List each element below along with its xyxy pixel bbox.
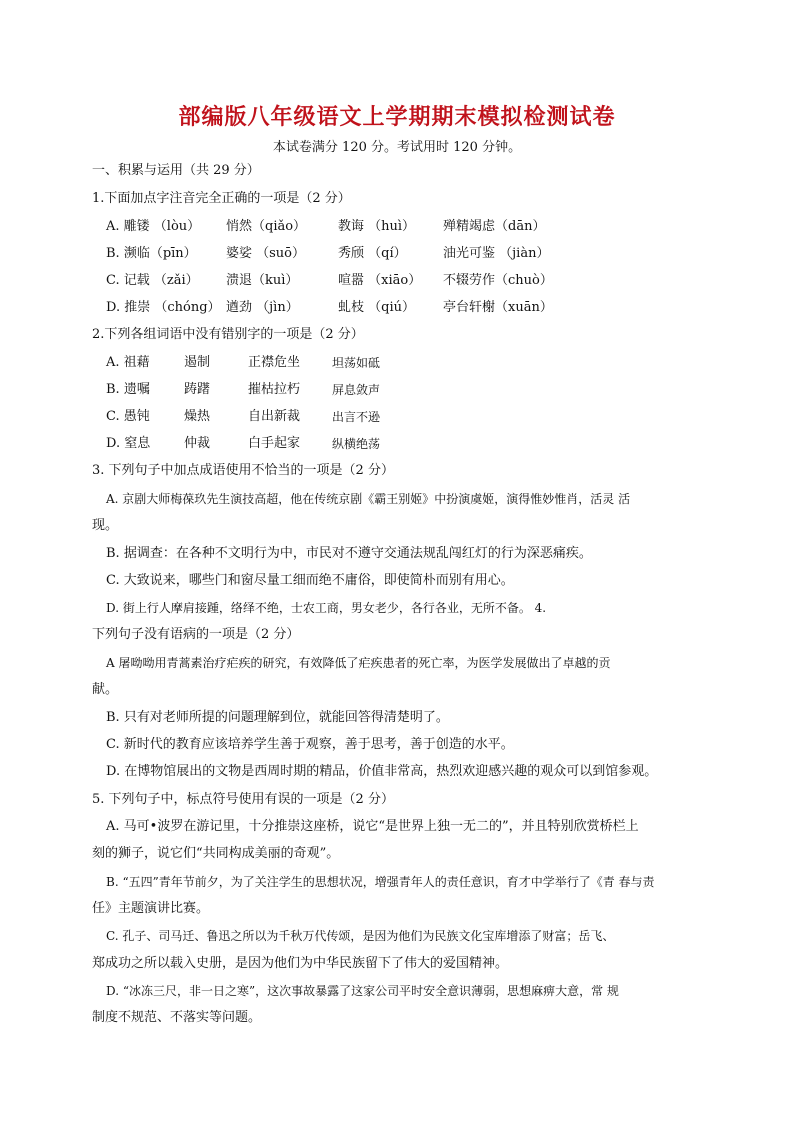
option-word: 不辍劳作（chuò）: [443, 273, 553, 288]
option-word: 遒劲 （jìn）: [226, 300, 299, 315]
option-word: 自出新裁: [248, 409, 301, 424]
option-word: 婆娑 （suō）: [226, 246, 306, 261]
question-5-option-b-cont: 任》主题演讲比赛。: [92, 901, 210, 916]
option-word: 遏制: [184, 355, 211, 370]
question-5-option-c-cont: 郑成功之所以载入史册，是因为他们为中华民族留下了伟大的爱国精神。: [92, 956, 509, 971]
exam-title: 部编版八年级语文上学期期末模拟检测试卷: [178, 105, 616, 130]
option-word: 出言不逊: [332, 410, 381, 424]
option-word: 喧嚣 （xiāo）: [338, 273, 422, 288]
option-word: 溃退（kuì）: [226, 273, 299, 288]
question-3-option-d: D. 街上行人摩肩接踵，络绎不绝，士农工商，男女老少，各行各业，无所不备。 4.: [106, 601, 547, 615]
question-3-option-a: A. 京剧大师梅葆玖先生演技高超，他在传统京剧《霸王别姬》中扮演虞姬，演得惟妙惟肖，活灵 活: [106, 492, 631, 506]
option-word: 教诲 （huì）: [338, 219, 416, 234]
option-word: 悄然（qiǎo）: [226, 219, 307, 234]
question-5-option-d-cont: 制度不规范、不落实等问题。: [92, 1010, 262, 1025]
option-word: 虬枝 （qiú）: [338, 300, 415, 315]
option-word: B. 遗嘱: [106, 382, 150, 397]
question-4-option-a-cont: 献。: [92, 682, 119, 697]
option-word: 秀颀 （qí）: [338, 246, 407, 261]
question-5-option-a: A. 马可•波罗在游记里，十分推崇这座桥，说它“是世界上独一无二的”，并且特别欣赏桥栏上: [106, 819, 639, 834]
question-5-stem: 5. 下列句子中，标点符号使用有误的一项是（2 分）: [92, 792, 394, 807]
option-word: D. 推崇 （chóng）: [106, 300, 221, 315]
option-word: 亭台轩榭（xuān）: [443, 300, 553, 315]
question-5-option-d: D. “冰冻三尺，非一日之寒”，这次事故暴露了这家公司平时安全意识薄弱，思想麻痹大意，常 规: [106, 984, 619, 998]
option-word: 坦荡如砥: [332, 356, 381, 370]
question-3-stem: 3. 下列句子中加点成语使用不恰当的一项是（2 分）: [92, 463, 394, 478]
option-word: D. 窒息: [106, 436, 151, 451]
option-word: 正襟危坐: [248, 355, 301, 370]
question-3-option-c: C. 大致说来，哪些门和窗尽量工细而绝不庸俗，即使简朴而别有用心。: [106, 573, 514, 588]
option-word: C. 愚钝: [106, 409, 150, 424]
option-word: C. 记载 （zǎi）: [106, 273, 199, 288]
question-4-option-b: B. 只有对老师所提的问题理解到位，就能回答得清楚明了。: [106, 710, 449, 725]
question-5-option-c: C. 孔子、司马迁、鲁迅之所以为千秋万代传颂，是因为他们为民族文化宝库增添了财富；岳飞、: [106, 929, 615, 943]
option-word: 纵横绝荡: [332, 437, 381, 451]
option-word: 殚精竭虑（dān）: [443, 219, 546, 234]
option-word: A. 祖藉: [106, 355, 150, 370]
option-word: 油光可鉴 （jiàn）: [443, 246, 550, 261]
exam-subtitle: 本试卷满分 120 分。考试用时 120 分钟。: [272, 140, 522, 155]
question-4-stem: 下列句子没有语病的一项是（2 分）: [92, 627, 300, 642]
question-1-stem: 1.下面加点字注音完全正确的一项是（2 分）: [92, 191, 351, 206]
option-word: 仲裁: [184, 436, 211, 451]
question-3-option-a-cont: 现。: [92, 518, 119, 533]
question-4-option-d: D. 在博物馆展出的文物是西周时期的精品，价值非常高，热烈欢迎感兴趣的观众可以到馆参观。: [106, 764, 658, 779]
section-heading: 一、积累与运用（共 29 分）: [92, 163, 260, 178]
question-5-option-a-cont: 刻的狮子，说它们“共同构成美丽的奇观”。: [92, 846, 340, 861]
question-3-option-b: B. 据调查：在各种不文明行为中，市民对不遵守交通法规乱闯红灯的行为深恶痛疾。: [106, 546, 592, 561]
question-4-option-a: A 屠呦呦用青蒿素治疗疟疾的研究，有效降低了疟疾患者的死亡率，为医学发展做出了卓越的贡: [106, 656, 611, 670]
option-word: 燥热: [184, 409, 211, 424]
option-word: 屏息敛声: [332, 383, 381, 397]
option-word: 踌躇: [184, 382, 211, 397]
question-5-option-b: B. “五四”青年节前夕，为了关注学生的思想状况，增强青年人的责任意识，育才中学举行了《青 春与责: [106, 875, 655, 889]
option-word: 白手起家: [248, 436, 301, 451]
option-word: 摧枯拉朽: [248, 382, 301, 397]
question-2-stem: 2.下列各组词语中没有错别字的一项是（2 分）: [92, 327, 364, 342]
option-word: B. 濒临（pīn）: [106, 246, 197, 261]
question-4-option-c: C. 新时代的教育应该培养学生善于观察，善于思考，善于创造的水平。: [106, 737, 514, 752]
option-word: A. 雕镂 （lòu）: [106, 219, 201, 234]
